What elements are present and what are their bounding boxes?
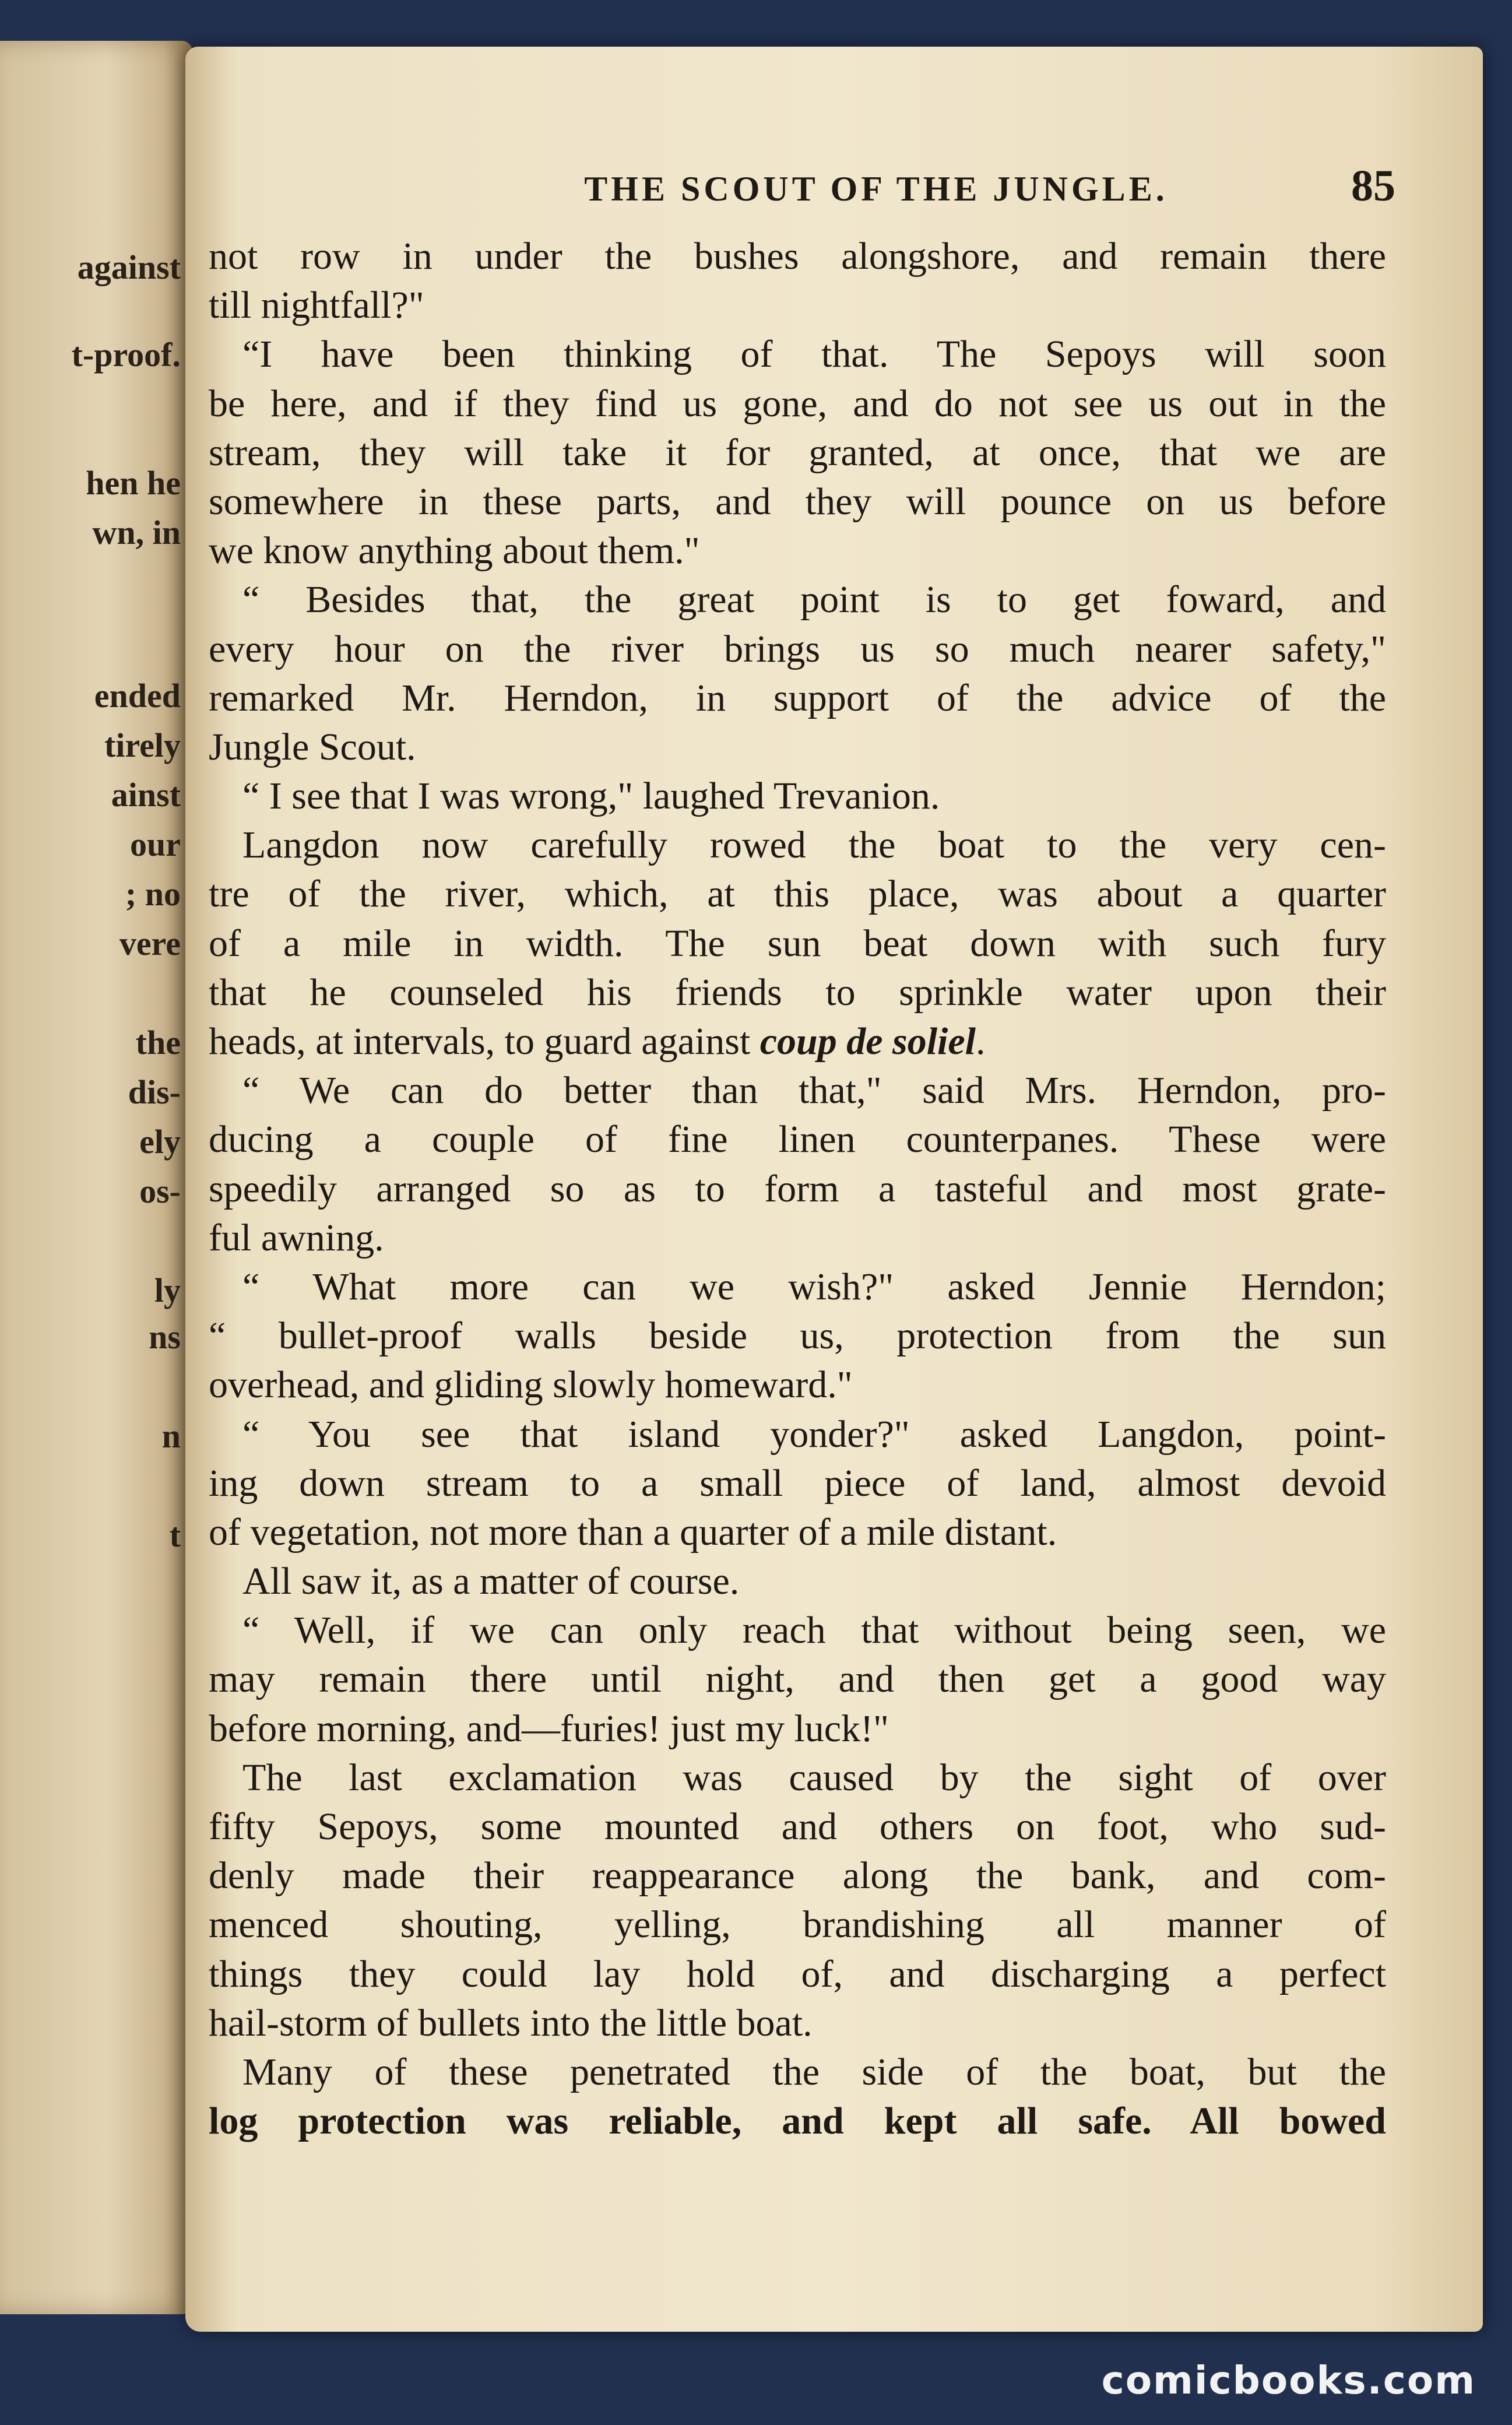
body-text — [209, 232, 1386, 2146]
text-line: that he counseled his friends to sprinkle water upon their — [209, 971, 1386, 1014]
page-number: 85 — [1351, 161, 1395, 210]
left-fragment: ainst — [111, 776, 181, 814]
text-line: “ We can do better than that," said Mrs. Herndon, pro- — [242, 1069, 1386, 1112]
text-line: ducing a couple of fine linen counterpanes. These were — [209, 1118, 1386, 1161]
text-line: may remain there until night, and then get a good way — [209, 1658, 1386, 1701]
left-fragment: hen he — [86, 464, 181, 502]
text-line: overhead, and gliding slowly homeward." — [209, 1363, 853, 1407]
text-line: not row in under the bushes alongshore, and remain there — [209, 235, 1386, 277]
text-line: The last exclamation was caused by the sight of over — [242, 1756, 1386, 1799]
page-header — [185, 161, 1483, 222]
text-line: of vegetation, not more than a quarter of a mile distant. — [209, 1510, 1057, 1554]
text-line: things they could lay hold of, and discharging a perfect — [209, 1952, 1386, 1995]
left-page-edge — [0, 41, 192, 2314]
italic-phrase: coup de soliel — [759, 1020, 976, 1063]
left-fragment: ended — [94, 677, 181, 715]
left-fragment: t — [169, 1516, 181, 1554]
left-fragment: ns — [149, 1318, 181, 1356]
text-line: before morning, and—furies! just my luck!" — [209, 1707, 889, 1750]
text-line: hail-storm of bullets into the little boat. — [209, 2001, 813, 2044]
left-fragment: the — [135, 1024, 181, 1062]
text-line: “ What more can we wish?" asked Jennie Herndon; — [242, 1265, 1386, 1308]
text-line: Langdon now carefully rowed the boat to the very cen- — [242, 824, 1386, 867]
text-line: till nightfall?" — [209, 284, 424, 327]
text-line: speedily arranged so as to form a tasteful and most grate- — [209, 1167, 1386, 1210]
left-fragment: n — [161, 1417, 181, 1455]
left-fragment: ; no — [125, 875, 181, 913]
text-line: “ You see that island yonder?" asked Langdon, point- — [242, 1412, 1386, 1456]
text-line: log protection was reliable, and kept all safe. All bowed — [209, 2100, 1386, 2143]
text-line: ful awning. — [209, 1216, 384, 1259]
running-title: THE SCOUT OF THE JUNGLE. — [584, 170, 1168, 208]
left-fragment: t-proof. — [71, 336, 181, 374]
text-line: tre of the river, which, at this place, was about a quarter — [209, 873, 1386, 916]
text-line: All saw it, as a matter of course. — [242, 1560, 740, 1603]
left-fragment: our — [130, 825, 181, 863]
left-fragment: vere — [119, 925, 181, 962]
text-line: remarked Mr. Herndon, in support of the advice of the — [209, 676, 1386, 719]
left-fragment: ely — [139, 1123, 181, 1161]
left-fragment: ly — [154, 1271, 181, 1309]
text-line: menced shouting, yelling, brandishing all manner of — [209, 1903, 1386, 1946]
text-line: we know anything about them." — [209, 529, 700, 572]
text-line: Many of these penetrated the side of the boat, but the — [242, 2050, 1386, 2093]
book-page — [185, 47, 1483, 2332]
text-line: “ I see that I was wrong," laughed Trevanion. — [242, 775, 940, 818]
text-line: ing down stream to a small piece of land, almost devoid — [209, 1461, 1386, 1505]
left-fragment: against — [77, 248, 181, 286]
left-fragment: tirely — [104, 726, 181, 764]
text-line: somewhere in these parts, and they will pounce on us before — [209, 480, 1386, 523]
left-fragment: os- — [139, 1172, 181, 1210]
text-line: Jungle Scout. — [209, 725, 416, 768]
text-line: every hour on the river brings us so much nearer safety," — [209, 627, 1386, 670]
left-fragment: dis- — [128, 1073, 181, 1111]
text-line: heads, at intervals, to guard against coup de soliel. — [209, 1020, 986, 1063]
watermark-text: comicbooks.com — [1101, 2358, 1476, 2403]
text-line: “ bullet-proof walls beside us, protection from the sun — [209, 1315, 1386, 1358]
text-line: of a mile in width. The sun beat down with such fury — [209, 922, 1386, 965]
left-fragment: wn, in — [92, 514, 181, 551]
text-line: be here, and if they find us gone, and do not see us out in the — [209, 382, 1386, 425]
text-line: denly made their reappearance along the bank, and com- — [209, 1854, 1386, 1897]
text-line: fifty Sepoys, some mounted and others on foot, who sud- — [209, 1805, 1386, 1848]
text-line: stream, they will take it for granted, at once, that we are — [209, 431, 1386, 474]
text-line: “ Besides that, the great point is to get foward, and — [242, 578, 1386, 621]
text-line: “ Well, if we can only reach that without being seen, we — [242, 1609, 1386, 1652]
text-line: “I have been thinking of that. The Sepoys will soon — [242, 333, 1386, 376]
